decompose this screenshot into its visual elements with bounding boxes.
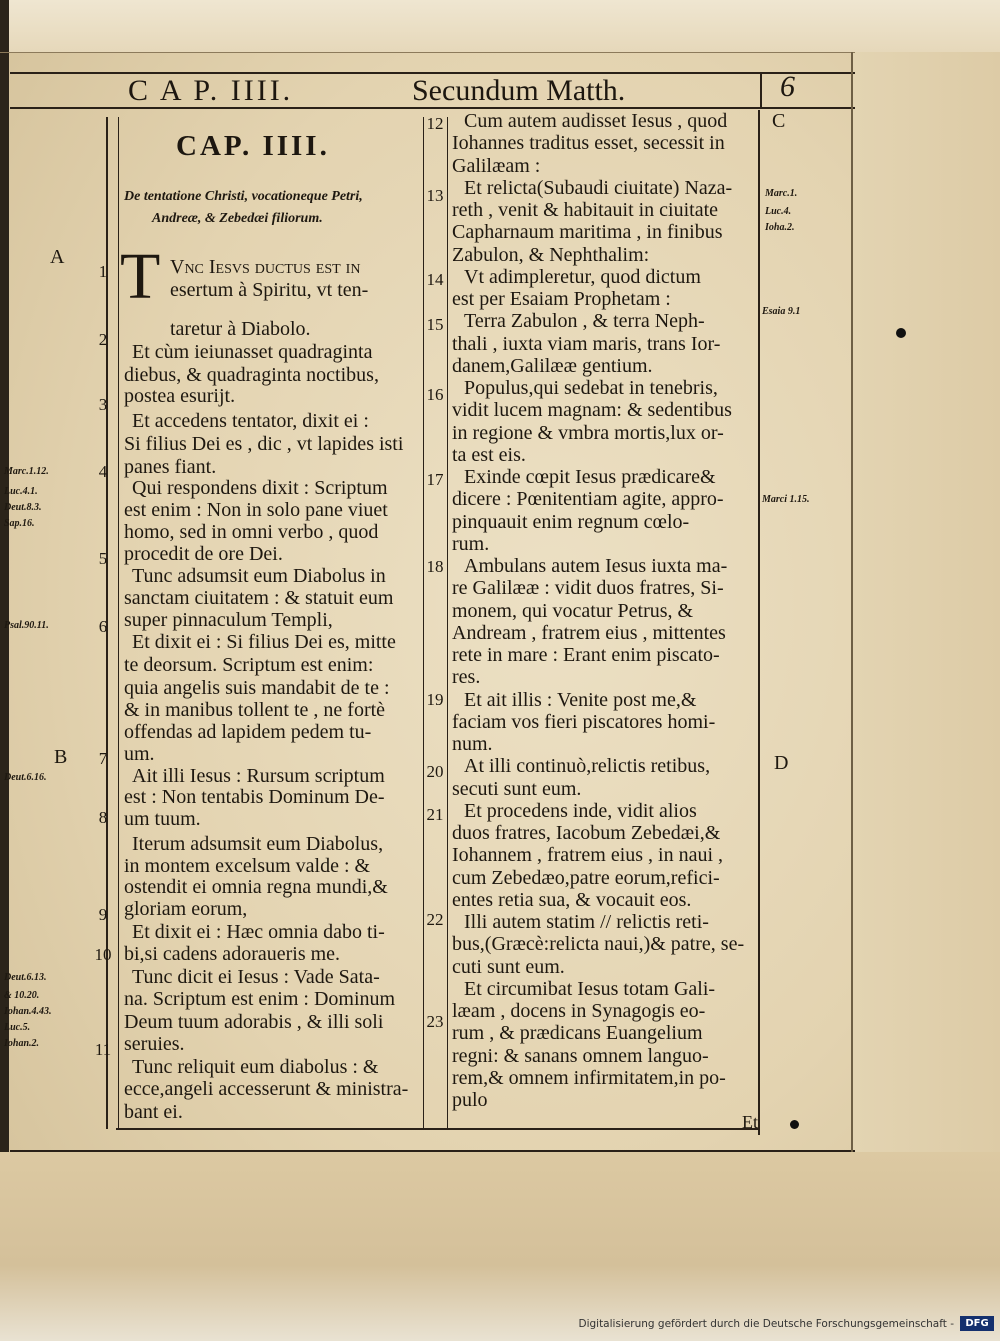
- right-text-line: re Galilææ : vidit duos fratres, Si-: [452, 577, 724, 600]
- left-text-line: Tunc dicit ei Iesus : Vade Sata-: [132, 966, 380, 988]
- left-text-line: te deorsum. Scriptum est enim:: [124, 654, 374, 676]
- left-text-line: Ait illi Iesus : Rursum scriptum: [132, 765, 385, 787]
- page-right-margin: [852, 52, 1000, 1152]
- margin-reference: Deut.8.3.: [4, 502, 42, 513]
- margin-reference: Psal.90.11.: [4, 620, 49, 631]
- right-text-line: rete in mare : Erant enim piscato-: [452, 644, 720, 666]
- margin-reference: Marc.1.12.: [4, 466, 49, 477]
- left-text-line: um tuum.: [124, 808, 201, 830]
- right-text-line: Terra Zabulon , & terra Neph-: [464, 310, 705, 333]
- left-text-line: Si filius Dei es , dic , vt lapides isti: [124, 433, 404, 455]
- scan-binding-edge: [0, 0, 9, 1341]
- left-text-line: Deum tuum adorabis , & illi soli: [124, 1011, 384, 1033]
- verse-number: 19: [426, 690, 444, 709]
- verse-number: 8: [98, 808, 108, 827]
- left-text-line: procedit de ore Dei.: [124, 543, 283, 565]
- right-text-line: Iohannem , fratrem eius , in naui ,: [452, 844, 724, 867]
- right-text-line: Populus,qui sedebat in tenebris,: [464, 377, 718, 399]
- center-rule-left: [423, 117, 424, 1129]
- left-text-line: diebus, & quadraginta noctibus,: [124, 364, 379, 386]
- header-divider: [760, 72, 762, 108]
- left-text-line: homo, sed in omni verbo , quod: [124, 521, 379, 543]
- left-text-line: sanctam ciuitatem : & statuit eum: [124, 587, 394, 609]
- margin-reference: Marc.1.: [765, 188, 798, 199]
- margin-reference: Luc.4.1.: [4, 486, 38, 497]
- right-text-line: cuti sunt eum.: [452, 955, 565, 978]
- right-text-line: danem,Galilææ gentium.: [452, 354, 653, 377]
- verse-number: 21: [426, 805, 444, 824]
- left-text-line: ecce,angeli accesserunt & ministra-: [124, 1078, 409, 1100]
- header-title: Secundum Matth.: [412, 74, 626, 107]
- right-text-line: Iohannes traditus esset, secessit in: [452, 132, 725, 155]
- first-line: Vnc Iesvs ductus est in: [170, 256, 361, 278]
- verse-number: 9: [98, 905, 108, 924]
- center-rule-right: [447, 117, 448, 1129]
- right-text-line: pinquauit enim regnum cœlo-: [452, 510, 690, 533]
- left-text-line: super pinnaculum Templi,: [124, 609, 333, 631]
- left-text-line: Qui respondens dixit : Scriptum: [132, 477, 388, 499]
- verse-number: 14: [426, 270, 444, 289]
- section-letter-d: D: [774, 752, 789, 774]
- drop-cap: T: [120, 240, 161, 313]
- left-text-line: ostendit ei omnia regna mundi,&: [124, 876, 388, 898]
- right-text-line: rum.: [452, 532, 490, 555]
- footer-credit: Digitalisierung gefördert durch die Deutsche Forschungsgemeinschaft -: [578, 1318, 954, 1330]
- left-text-line: gloriam eorum,: [124, 898, 248, 920]
- right-text-line: rum , & prædicans Euangelium: [452, 1022, 703, 1045]
- verse-number: 12: [426, 114, 444, 133]
- left-text-line: bi,si cadens adoraueris me.: [124, 943, 341, 965]
- right-text-line: ta est eis.: [452, 443, 526, 466]
- margin-reference: Luc.5.: [4, 1022, 31, 1033]
- right-text-line: cum Zebedæo,patre eorum,refici-: [452, 866, 720, 889]
- chapter-summary-line-1: De tentatione Christi, vocationeque Petri,: [124, 189, 363, 204]
- right-text-line: At illi continuò,relictis retibus,: [464, 755, 711, 778]
- left-text-line: um.: [124, 743, 155, 765]
- right-text-line: Illi autem statim // relictis reti-: [464, 911, 709, 933]
- left-text-line: offendas ad lapidem pedem tu-: [124, 721, 372, 743]
- left-text-line: Et accedens tentator, dixit ei :: [132, 410, 369, 432]
- right-text-line: num.: [452, 733, 493, 755]
- page-right-edge: [851, 52, 853, 1152]
- left-text-line: Iterum adsumsit eum Diabolus,: [132, 833, 384, 855]
- right-text-line: Et procedens inde, vidit alios: [464, 799, 697, 822]
- right-text-line: Cum autem audisset Iesus , quod: [464, 110, 728, 132]
- verse-number: 22: [426, 910, 444, 929]
- verse-number: 17: [426, 470, 444, 489]
- margin-reference: Luc.4.: [765, 206, 792, 217]
- left-text-line: Et dixit ei : Si filius Dei es, mitte: [132, 631, 396, 653]
- section-letter-c: C: [772, 110, 786, 132]
- scan-background-bottom: [0, 1152, 1000, 1341]
- right-text-line: duos fratres, Iacobum Zebedæi,&: [452, 822, 721, 844]
- chapter-heading: CAP. IIII.: [176, 130, 330, 162]
- right-text-line: bus,(Græcè:relicta naui,)& patre, se-: [452, 933, 745, 956]
- margin-reference: & 10.20.: [4, 990, 40, 1001]
- margin-reference: Marci 1.15.: [762, 494, 810, 505]
- margin-reference: Sap.16.: [4, 518, 35, 529]
- left-text-line: esertum à Spiritu, vt ten-: [170, 279, 369, 301]
- header-chapter: C A P. IIII.: [128, 74, 294, 107]
- verse-number: 13: [426, 186, 444, 205]
- verse-number: 11: [94, 1040, 112, 1059]
- right-text-line: vidit lucem magnam: & sedentibus: [452, 399, 732, 422]
- left-text-line: in montem excelsum valde : &: [124, 855, 371, 877]
- verse-number: 20: [426, 762, 444, 781]
- right-text-line: Galilæam :: [452, 154, 541, 177]
- margin-reference: Deut.6.13.: [4, 972, 47, 983]
- margin-reference: Ioha.2.: [765, 222, 795, 233]
- page-bottom-edge: [10, 1150, 855, 1152]
- right-text-line: est per Esaiam Prophetam :: [452, 288, 671, 310]
- scan-background-top: [0, 0, 1000, 52]
- right-text-line: secuti sunt eum.: [452, 777, 582, 800]
- verse-number: 6: [98, 617, 108, 636]
- left-text-line: Tunc adsumsit eum Diabolus in: [132, 565, 386, 587]
- page-top-edge: [0, 52, 855, 53]
- right-text-line: læam , docens in Synagogis eo-: [452, 1000, 706, 1022]
- margin-reference: Esaia 9.1: [762, 306, 801, 317]
- right-text-line: Vt adimpleretur, quod dictum: [464, 265, 701, 288]
- right-text-line: faciam vos fieri piscatores homi-: [452, 710, 716, 733]
- verse-number: 5: [98, 549, 108, 568]
- verse-number: 15: [426, 315, 444, 334]
- catchword: Et: [742, 1112, 758, 1132]
- left-text-line: Tunc reliquit eum diabolus : &: [132, 1056, 379, 1078]
- right-text-line: Zabulon, & Nephthalim:: [452, 243, 650, 266]
- left-text-line: seruies.: [124, 1033, 185, 1055]
- right-text-line: Et ait illis : Venite post me,&: [464, 688, 697, 711]
- page-number: 6: [780, 70, 795, 103]
- right-text-line: Exinde cœpit Iesus prædicare&: [464, 466, 716, 488]
- margin-reference: Deut.6.16.: [4, 772, 47, 783]
- section-letter-b: B: [54, 746, 68, 768]
- dfg-logo: DFG: [960, 1316, 994, 1331]
- right-text-line: dicere : Pœnitentiam agite, appro-: [452, 488, 724, 511]
- margin-reference: Iohan.4.43.: [4, 1006, 52, 1017]
- verse-number: 23: [426, 1012, 444, 1031]
- right-text-line: monem, qui vocatur Petrus, &: [452, 599, 694, 622]
- ink-spot-2: [790, 1120, 799, 1129]
- margin-reference: Iohan.2.: [4, 1038, 40, 1049]
- left-text-line: taretur à Diabolo.: [170, 318, 311, 340]
- verse-number: 2: [98, 330, 108, 349]
- right-text-line: rem,& omnem infirmitatem,in po-: [452, 1066, 726, 1089]
- left-text-line: bant ei.: [124, 1101, 183, 1123]
- right-text-line: regni: & sanans omnem languo-: [452, 1044, 709, 1067]
- right-text-line: Ambulans autem Iesus iuxta ma-: [464, 555, 728, 577]
- right-column-rule: [758, 110, 760, 1135]
- right-text-line: res.: [452, 666, 481, 689]
- verse-number: 10: [94, 945, 112, 964]
- left-text-line: na. Scriptum est enim : Dominum: [124, 988, 396, 1010]
- right-text-line: Et circumibat Iesus totam Gali-: [464, 977, 716, 1000]
- right-text-line: Et relicta(Subaudi ciuitate) Naza-: [464, 176, 733, 199]
- left-text-line: est : Non tentabis Dominum De-: [124, 786, 385, 808]
- ink-spot: [896, 328, 906, 338]
- right-text-line: Capharnaum maritima , in finibus: [452, 221, 723, 244]
- right-text-line: in regione & vmbra mortis,lux or-: [452, 421, 724, 444]
- verse-number: 4: [98, 462, 108, 481]
- verse-number: 7: [98, 749, 108, 768]
- right-text-line: reth , venit & habitauit in ciuitate: [452, 199, 719, 221]
- left-text-line: Et dixit ei : Hæc omnia dabo ti-: [132, 921, 385, 943]
- right-text-line: thali , iuxta viam maris, trans Ior-: [452, 332, 721, 355]
- verse-number: 18: [426, 557, 444, 576]
- left-text-line: panes fiant.: [124, 456, 217, 478]
- chapter-summary-line-2: Andreæ, & Zebedæi filiorum.: [152, 211, 323, 226]
- left-text-line: & in manibus tollent te , ne fortè: [124, 699, 386, 721]
- section-letter-a: A: [50, 246, 65, 268]
- verse-number: 16: [426, 385, 444, 404]
- footer-rule: [116, 1128, 758, 1130]
- left-text-line: est enim : Non in solo pane viuet: [124, 499, 388, 521]
- verse-number: 3: [98, 395, 108, 414]
- right-text-line: entes retia sua, & vocauit eos.: [452, 888, 692, 911]
- verse-number: 1: [98, 262, 108, 281]
- right-text-line: pulo: [452, 1089, 488, 1111]
- left-text-line: postea esurijt.: [124, 385, 236, 407]
- right-text-line: Andream , fratrem eius , mittentes: [452, 621, 726, 644]
- left-text-line: quia angelis suis mandabit de te :: [124, 677, 390, 699]
- left-column-rule-inner: [118, 117, 119, 1129]
- left-text-line: Et cùm ieiunasset quadraginta: [132, 341, 373, 363]
